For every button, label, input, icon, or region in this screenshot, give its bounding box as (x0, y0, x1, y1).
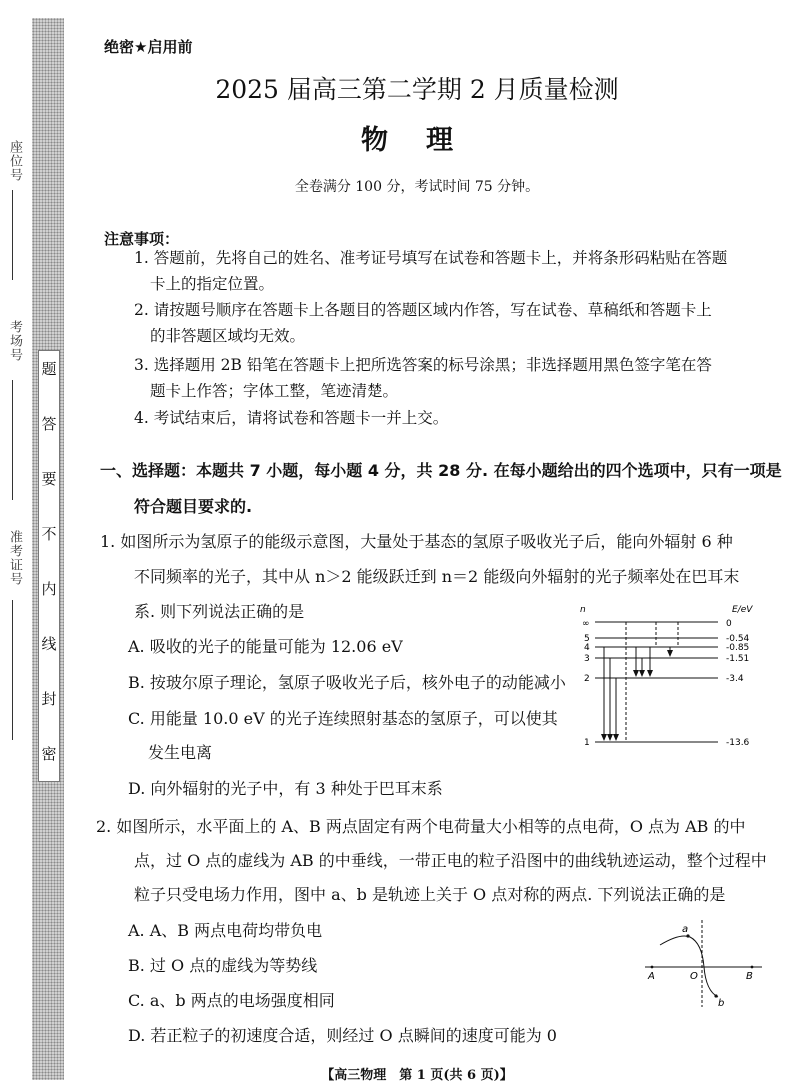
seal-char: 封 (41, 690, 57, 708)
notice-line: 的非答题区域均无效。 (150, 327, 306, 345)
notice-line: 1. 答题前，先将自己的姓名、准考证号填写在试卷和答题卡上，并将条形码粘贴在答题 (134, 249, 728, 267)
level-n-label: 1 (584, 738, 590, 748)
level-n-label: 2 (584, 674, 590, 684)
seal-char: 密 (41, 745, 57, 763)
level-n-label: 5 (584, 634, 590, 644)
notice-line: 2. 请按题号顺序在答题卡上各题目的答题区域内作答，写在试卷、草稿纸和答题卡上 (134, 301, 712, 319)
q2-stem-line: 点，过 O 点的虚线为 AB 的中垂线，一带正电的粒子沿图中的曲线轨迹运动，整个过程中 (134, 851, 767, 870)
n-axis-label: n (580, 605, 586, 615)
level-e-label: -13.6 (726, 738, 750, 748)
level-e-label: -1.51 (726, 654, 750, 664)
level-n-label: 4 (584, 643, 590, 653)
level-n-label: 3 (584, 654, 590, 664)
q1-option-c-cont: 发生电离 (148, 743, 213, 762)
q2-stem-line: 粒子只受电场力作用，图中 a、b 是轨迹上关于 O 点对称的两点. 下列说法正确的是 (134, 885, 726, 904)
point-A (651, 966, 654, 969)
q2-option-c: C. a、b 两点的电场强度相同 (128, 991, 335, 1010)
q2-option-a: A. A、B 两点电荷均带负电 (128, 921, 323, 940)
notice-heading: 注意事项： (104, 230, 180, 248)
level-e-label: 0 (726, 619, 732, 629)
notice-line: 题卡上作答；字体工整，笔迹清楚。 (150, 382, 399, 400)
q1-stem-line: 1. 如图所示为氢原子的能级示意图，大量处于基态的氢原子吸收光子后，能向外辐射 6 种 (100, 532, 733, 551)
seal-warning-box (38, 350, 60, 782)
section-heading: 一、选择题：本题共 7 小题，每小题 4 分，共 28 分. 在每小题给出的四个选项中，只有一项是 (100, 461, 782, 480)
seat-number-label: 座位号 (7, 140, 22, 182)
level-e-label: -3.4 (726, 674, 744, 684)
notice-line: 卡上的指定位置。 (150, 275, 275, 293)
charge-trajectory-diagram (640, 915, 770, 1010)
confidential-mark: 绝密★启用前 (104, 38, 193, 56)
binding-margin (0, 0, 78, 1084)
level-e-label: -0.54 (726, 634, 750, 644)
seal-char: 答 (41, 415, 57, 433)
q1-option-a: A. 吸收的光子的能量可能为 12.06 eV (128, 637, 403, 656)
q1-option-d: D. 向外辐射的光子中，有 3 种处于巴耳末系 (128, 779, 443, 798)
q2-option-b: B. 过 O 点的虚线为等势线 (128, 956, 318, 975)
seal-char: 内 (41, 580, 57, 598)
exam-title: 2025 届高三第二学期 2 月质量检测 (215, 75, 619, 104)
seal-char: 题 (41, 360, 57, 378)
seat-number-line (12, 190, 13, 280)
label-a: a (682, 924, 689, 935)
notice-line: 3. 选择题用 2B 铅笔在答题卡上把所选答案的标号涂黑；非选择题用黑色签字笔在答 (134, 356, 712, 374)
section-heading-cont: 符合题目要求的. (134, 497, 253, 516)
label-b: b (718, 998, 725, 1009)
arrow-heads (601, 650, 673, 741)
energy-level-diagram (570, 600, 770, 755)
label-A: A (648, 971, 655, 982)
q1-stem-line: 不同频率的光子，其中从 n＞2 能级跃迁到 n＝2 能级向外辐射的光子频率处在巴耳末 (134, 567, 740, 586)
q2-option-d: D. 若正粒子的初速度合适，则经过 O 点瞬间的速度可能为 0 (128, 1026, 557, 1045)
seal-char: 要 (41, 470, 57, 488)
admission-number-line (12, 600, 13, 740)
point-B (751, 966, 754, 969)
e-axis-label: E/eV (732, 605, 753, 615)
notice-line: 4. 考试结束后，请将试卷和答题卡一并上交。 (134, 409, 449, 427)
q1-stem-line: 系. 则下列说法正确的是 (134, 602, 305, 621)
label-B: B (746, 971, 753, 982)
level-n-label: ∞ (582, 619, 590, 629)
q1-option-c: C. 用能量 10.0 eV 的光子连续照射基态的氢原子，可以使其 (128, 709, 558, 728)
exam-room-label: 考场号 (7, 320, 22, 362)
subject-title: 物理 (361, 125, 491, 156)
exam-info: 全卷满分 100 分，考试时间 75 分钟。 (294, 179, 540, 195)
q1-option-b: B. 按玻尔原子理论，氢原子吸收光子后，核外电子的动能减小 (128, 673, 566, 692)
exam-room-line (12, 380, 13, 500)
seal-char: 线 (41, 635, 57, 653)
absorption-dashed-lines (626, 622, 678, 742)
transition-arrows (604, 647, 670, 740)
level-e-label: -0.85 (726, 643, 750, 653)
seal-char: 不 (41, 525, 57, 543)
label-O: O (690, 971, 698, 982)
q2-stem-line: 2. 如图所示，水平面上的 A、B 两点固定有两个电荷量大小相等的点电荷，O 点为 AB 的中 (96, 817, 746, 836)
page-footer: 【高三物理 第 1 页(共 6 页)】 (321, 1068, 513, 1083)
admission-number-label: 准考证号 (7, 530, 22, 586)
